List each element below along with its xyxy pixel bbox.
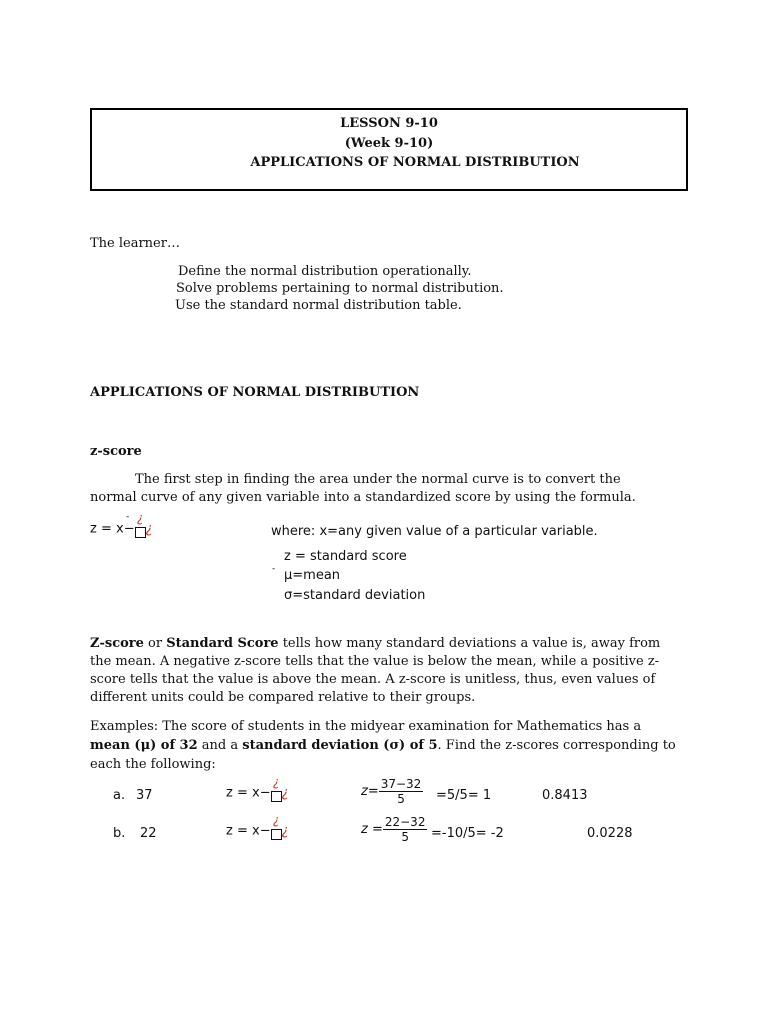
example-b-z: z = bbox=[361, 822, 383, 837]
formula-bar-mark: - bbox=[126, 512, 130, 522]
examples-line1: Examples: The score of students in the midyear examination for Mathematics has a bbox=[90, 719, 642, 734]
example-a-formula-lhs: z = x bbox=[226, 785, 260, 801]
objectives-intro: The learner… bbox=[90, 236, 180, 251]
example-b-value: 22 bbox=[140, 826, 157, 841]
objective-item-3: Use the standard normal distribution table. bbox=[175, 298, 462, 313]
objective-item-2: Solve problems pertaining to normal distribution. bbox=[176, 281, 504, 296]
example-b-formula-num: ¿ bbox=[272, 813, 280, 827]
formula-box-glyph bbox=[135, 527, 146, 538]
example-a-den: 5 bbox=[397, 792, 405, 806]
formula-tail: ¿ bbox=[145, 521, 153, 537]
example-a-num: 37−32 bbox=[380, 777, 422, 791]
examples-line2-tail: . Find the z-scores corresponding to bbox=[437, 738, 676, 753]
example-a-result: =5/5= 1 bbox=[436, 788, 492, 803]
example-a-formula bbox=[226, 775, 289, 803]
example-a-formula-tail: ¿ bbox=[281, 785, 289, 801]
lesson-week: (Week 9-10) bbox=[344, 136, 434, 151]
example-b-box-glyph bbox=[271, 829, 282, 840]
definition-line3: score tells that the value is above the mean. A z-score is unitless, thus, even values of bbox=[90, 672, 656, 687]
example-a-formula-fraction bbox=[271, 775, 282, 803]
examples-mean: mean (μ) of 32 bbox=[90, 738, 198, 753]
def-mean: μ=mean bbox=[284, 568, 341, 583]
example-a-formula-minus: − bbox=[259, 785, 271, 801]
example-a-z: z= bbox=[361, 784, 379, 799]
example-b-computation bbox=[361, 815, 427, 844]
examples-sd: standard deviation (σ) of 5 bbox=[242, 738, 438, 753]
example-a-area: 0.8413 bbox=[542, 788, 588, 803]
example-b-formula-minus: − bbox=[259, 823, 271, 839]
formula-fraction-num: ¿ bbox=[136, 511, 144, 525]
zscore-intro-line1: The first step in finding the area under the normal curve is to convert the bbox=[135, 472, 621, 487]
example-b-fraction bbox=[383, 815, 428, 844]
example-a-label: a. bbox=[113, 788, 126, 803]
example-b-area: 0.0228 bbox=[587, 826, 633, 841]
section-title: APPLICATIONS OF NORMAL DISTRIBUTION bbox=[90, 385, 420, 400]
formula-lhs: z = x bbox=[90, 521, 124, 537]
examples-line2 bbox=[90, 738, 676, 753]
def-mark: - bbox=[272, 564, 276, 574]
lesson-number: LESSON 9-10 bbox=[340, 116, 438, 131]
example-a-computation bbox=[361, 777, 423, 806]
example-b-label: b. bbox=[113, 826, 126, 841]
example-b-den: 5 bbox=[401, 830, 409, 844]
formula-fraction bbox=[135, 511, 146, 539]
definition-rest: tells how many standard deviations a value is, away from bbox=[278, 636, 661, 651]
examples-and: and a bbox=[197, 738, 243, 753]
lesson-title: APPLICATIONS OF NORMAL DISTRIBUTION bbox=[250, 155, 580, 170]
zscore-formula bbox=[90, 511, 153, 539]
example-a-box-glyph bbox=[271, 791, 282, 802]
zscore-intro-line2: normal curve of any given variable into a standardized score by using the formula. bbox=[90, 490, 636, 505]
objective-item-1: Define the normal distribution operationally. bbox=[178, 264, 472, 279]
definition-or: or bbox=[143, 636, 167, 651]
formula-minus: − bbox=[123, 521, 135, 537]
example-b-formula bbox=[226, 813, 289, 841]
def-standard-deviation: σ=standard deviation bbox=[284, 588, 426, 603]
lesson-header-box bbox=[90, 108, 688, 191]
definition-line2: the mean. A negative z-score tells that the value is below the mean, while a positive z- bbox=[90, 654, 660, 669]
example-a-formula-num: ¿ bbox=[272, 775, 280, 789]
example-a-value: 37 bbox=[136, 788, 153, 803]
def-standard-score: z = standard score bbox=[284, 549, 407, 564]
term-zscore: Z-score bbox=[90, 636, 144, 651]
term-standard-score: Standard Score bbox=[166, 636, 279, 651]
formula-where: where: x=any given value of a particular variable. bbox=[271, 524, 598, 539]
example-a-fraction bbox=[379, 777, 424, 806]
example-b-formula-tail: ¿ bbox=[281, 823, 289, 839]
examples-line3: each the following: bbox=[90, 757, 216, 772]
zscore-heading: z-score bbox=[90, 444, 142, 459]
example-b-formula-fraction bbox=[271, 813, 282, 841]
definition-line4: different units could be compared relative to their groups. bbox=[90, 690, 476, 705]
example-b-result: =-10/5= -2 bbox=[431, 826, 504, 841]
example-b-formula-lhs: z = x bbox=[226, 823, 260, 839]
example-b-num: 22−32 bbox=[384, 815, 426, 829]
definition-line1 bbox=[90, 636, 660, 651]
